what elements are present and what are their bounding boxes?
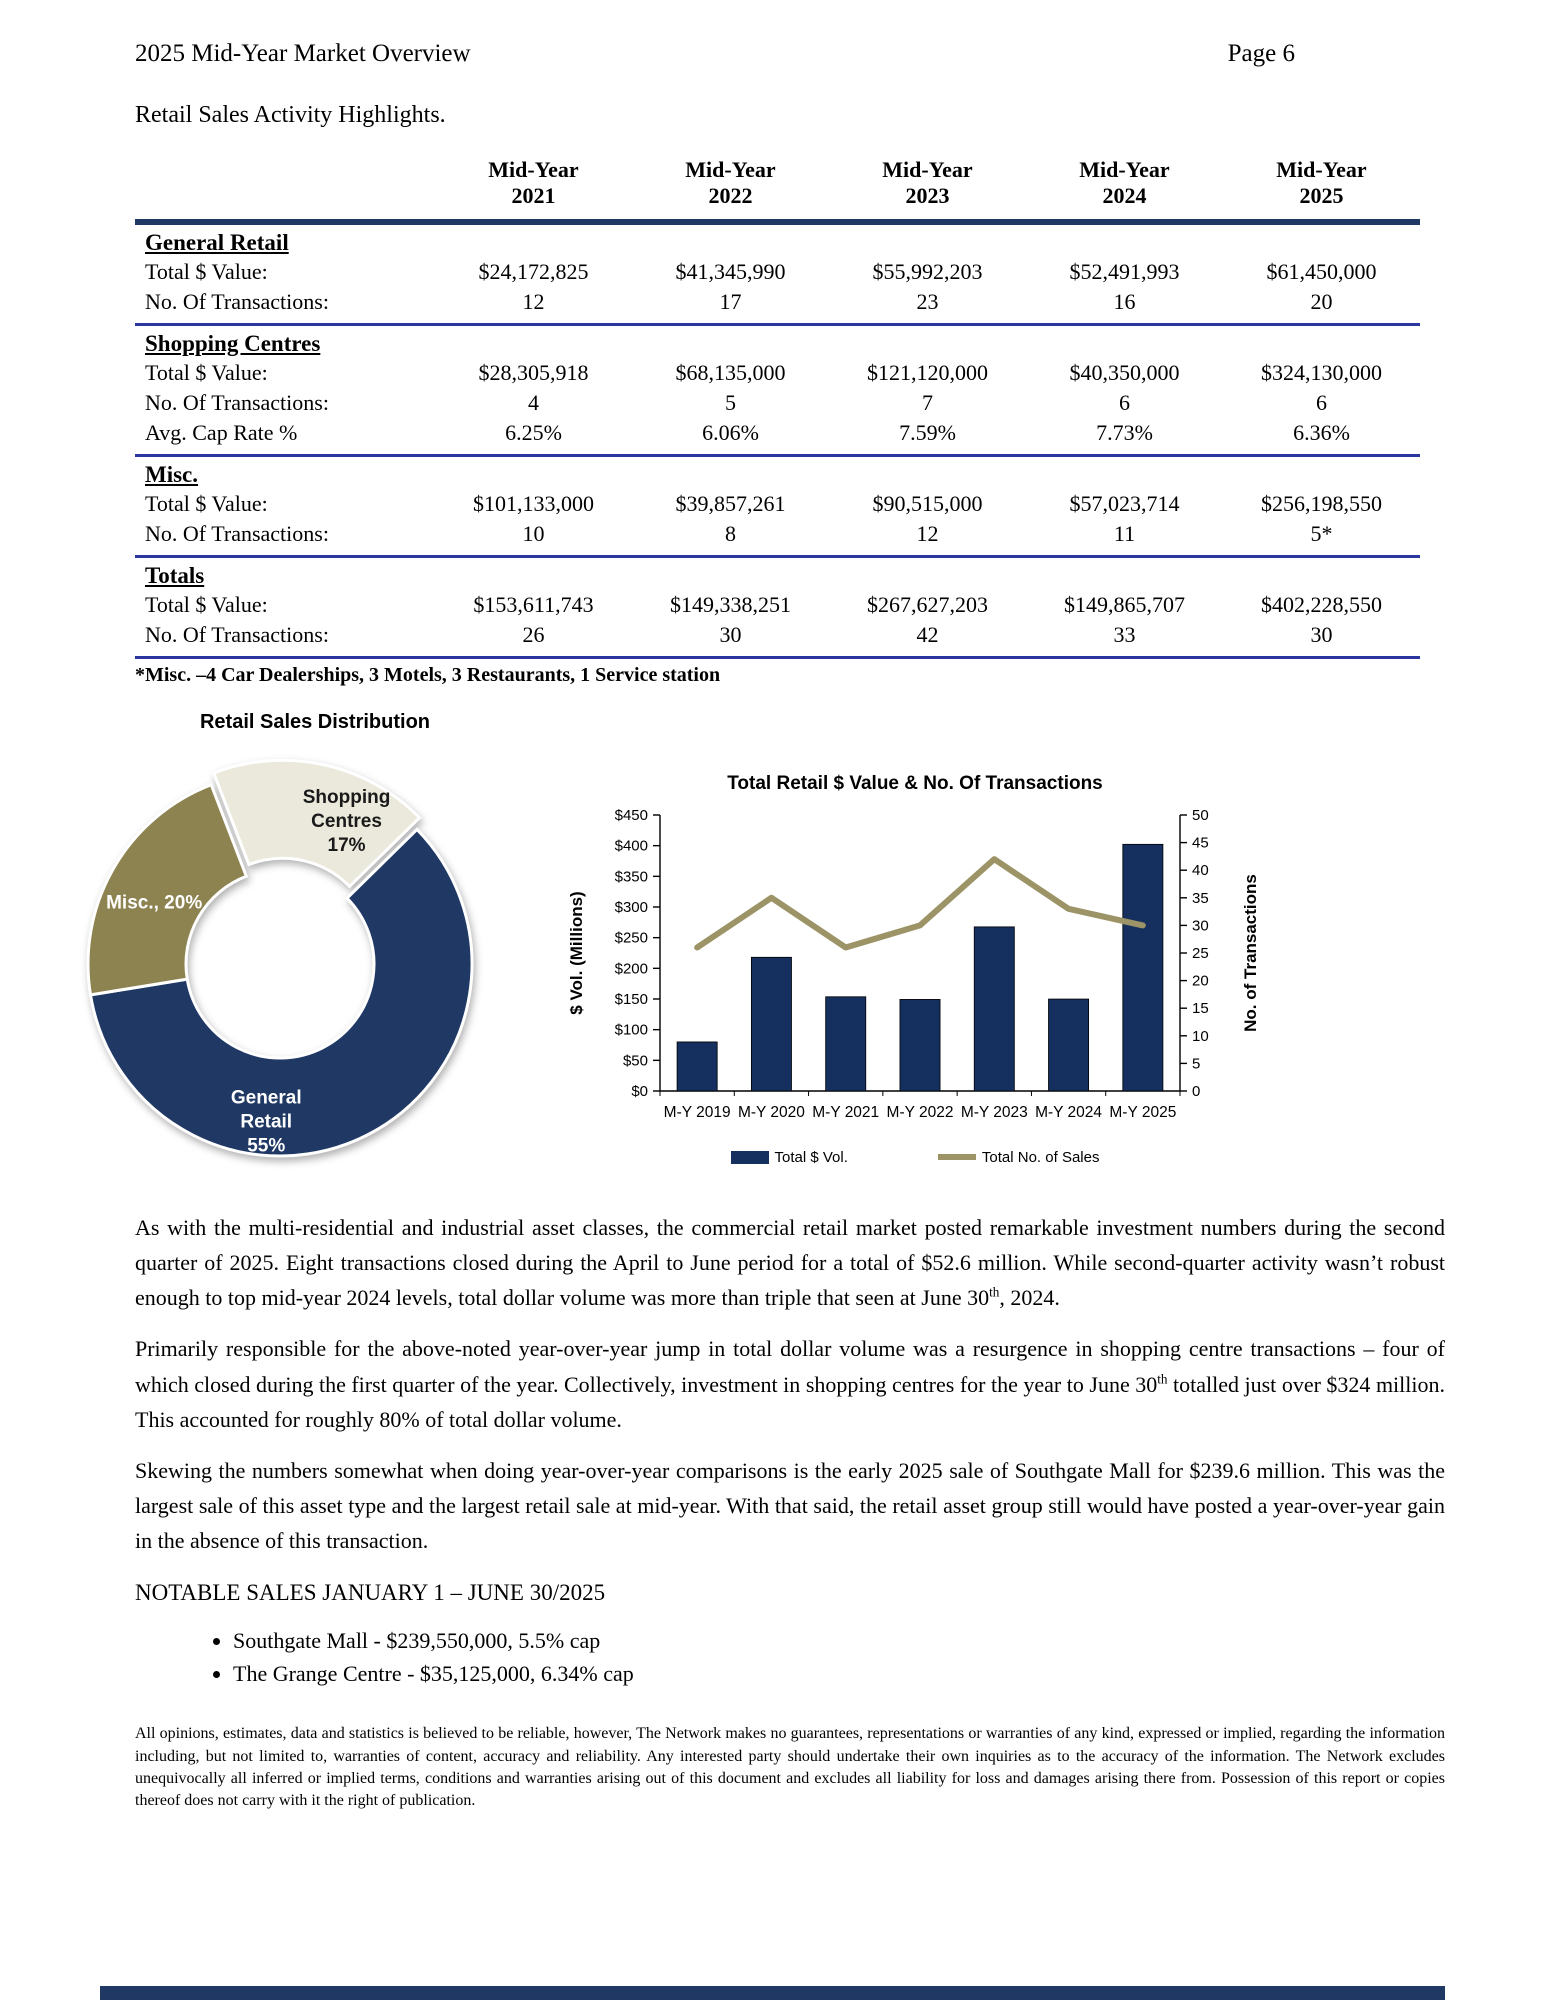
table-cell: 10 — [522, 520, 545, 546]
table-cell: 26 — [522, 621, 545, 647]
left-axis-tick-label: $50 — [622, 1052, 648, 1070]
left-axis-tick-label: $0 — [631, 1082, 648, 1100]
table-cell: 12 — [916, 520, 939, 546]
table-section-totals — [135, 558, 1420, 659]
left-axis-tick-label: $300 — [614, 898, 648, 916]
page-header — [135, 40, 1445, 68]
legend-swatch-total-no-of-sales — [938, 1154, 976, 1160]
table-header-spacer — [135, 155, 435, 219]
column-header-2024 — [1026, 155, 1223, 219]
legend-item-total-vol — [731, 1149, 848, 1166]
table-row — [135, 489, 1420, 519]
table-cell: $24,172,825 — [478, 258, 589, 284]
notable-sale-item: • The Grange Centre - $35,125,000, 6.34% cap — [233, 1661, 1445, 1687]
row-label: Avg. Cap Rate % — [145, 419, 298, 445]
table-cell: $90,515,000 — [872, 490, 983, 516]
table-cell: 16 — [1113, 288, 1136, 314]
pie-label-general-retail: General Retail 55% — [230, 1087, 302, 1157]
table-cell: 7.59% — [899, 419, 956, 445]
table-row — [135, 519, 1420, 549]
bar-m-y-2019 — [677, 1042, 717, 1091]
table-body — [135, 219, 1420, 659]
table-cell: $267,627,203 — [867, 591, 988, 617]
left-axis-tick-label: $250 — [614, 929, 648, 947]
table-section-general-retail — [135, 225, 1420, 326]
table-section-title: Totals — [145, 562, 205, 588]
table-section-title: General Retail — [145, 229, 289, 255]
column-header-year: 2025 — [1299, 183, 1344, 209]
pie-slice-misc — [88, 785, 246, 995]
pie-chart-block — [80, 711, 550, 1184]
table-cell: $324,130,000 — [1261, 359, 1382, 385]
bar-m-y-2025 — [1123, 844, 1163, 1091]
table-cell: 6.06% — [702, 419, 759, 445]
column-header-year: 2021 — [511, 183, 556, 209]
table-cell: $41,345,990 — [675, 258, 786, 284]
body-paragraph: Skewing the numbers somewhat when doing year-over-year comparisons is the early 2025 sale of Southgate Mall for $239.6 million. This was the largest sale of this asset type and the largest retail sale at mid-year. With that said, the retail asset group still would have posted a year-over-year gain in the absence of this transaction. — [135, 1457, 1445, 1554]
disclaimer-text: All opinions, estimates, data and statistics is believed to be reliable, however, The Network makes no guarantees, representations or warranties of any kind, expressed or implied, regarding the information including, but not limited to, warranties of content, accuracy and reliability. Any interested party should undertake their own inquiries as to the accuracy of the information. The Network excludes unequivocally all inferred or implied terms, conditions and warranties arising out of this document and excludes all liability for loss and damages arising there from. Possession of this report or copies thereof does not carry with it the right of publication. — [135, 1725, 1445, 1809]
pie-label-shopping-centres: Shopping Centres 17% — [302, 786, 391, 856]
table-section-shopping-centres — [135, 326, 1420, 457]
notable-sales-heading: NOTABLE SALES JANUARY 1 – JUNE 30/2025 — [135, 1580, 606, 1606]
table-row — [135, 620, 1420, 650]
right-axis-tick-label: 10 — [1192, 1027, 1209, 1045]
table-cell: $28,305,918 — [478, 359, 589, 385]
table-cell: $101,133,000 — [473, 490, 594, 516]
table-cell: $57,023,714 — [1069, 490, 1180, 516]
table-cell: 23 — [916, 288, 939, 314]
column-header-year: 2023 — [905, 183, 950, 209]
x-axis-category-label: M-Y 2020 — [737, 1103, 805, 1121]
table-cell: $55,992,203 — [872, 258, 983, 284]
row-label: Total $ Value: — [145, 359, 268, 385]
table-row — [135, 418, 1420, 448]
table-cell: $68,135,000 — [675, 359, 786, 385]
column-header-word: Mid-Year — [1079, 157, 1170, 182]
table-cell: 5 — [725, 389, 736, 415]
table-cell: 42 — [916, 621, 939, 647]
x-axis-category-label: M-Y 2021 — [812, 1103, 880, 1121]
table-cell: 11 — [1113, 520, 1136, 546]
column-header-word: Mid-Year — [1276, 157, 1367, 182]
row-label: No. Of Transactions: — [145, 520, 329, 546]
table-cell: 6 — [1119, 389, 1130, 415]
column-header-year: 2022 — [708, 183, 753, 209]
table-cell: $52,491,993 — [1069, 258, 1180, 284]
bar-m-y-2023 — [974, 927, 1014, 1091]
footer-bar — [100, 1986, 1445, 2000]
table-cell: $153,611,743 — [473, 591, 594, 617]
table-cell: 30 — [1310, 621, 1333, 647]
table-cell: 7 — [922, 389, 933, 415]
table-cell: $149,338,251 — [670, 591, 791, 617]
notable-sales-list — [135, 1628, 1445, 1687]
table-footnote: *Misc. –4 Car Dealerships, 3 Motels, 3 Restaurants, 1 Service station — [135, 663, 721, 686]
right-axis-tick-label: 50 — [1192, 806, 1209, 824]
row-label: No. Of Transactions: — [145, 621, 329, 647]
right-axis-tick-label: 15 — [1192, 999, 1209, 1017]
right-axis-tick-label: 45 — [1192, 834, 1209, 852]
right-axis-tick-label: 40 — [1192, 861, 1209, 879]
page-number: Page 6 — [1227, 40, 1295, 67]
table-row — [135, 287, 1420, 317]
x-axis-category-label: M-Y 2024 — [1035, 1103, 1103, 1121]
column-header-2023 — [829, 155, 1026, 219]
table-cell: $39,857,261 — [675, 490, 786, 516]
row-label: Total $ Value: — [145, 591, 268, 617]
left-axis-tick-label: $200 — [614, 960, 648, 978]
x-axis-category-label: M-Y 2019 — [663, 1103, 731, 1121]
legend-item-total-no-of-sales — [938, 1149, 1100, 1166]
retail-sales-table — [135, 155, 1420, 659]
table-cell: 4 — [528, 389, 539, 415]
x-axis-category-label: M-Y 2023 — [960, 1103, 1028, 1121]
pie-chart-title: Retail Sales Distribution — [199, 710, 431, 733]
legend-label: Total No. of Sales — [981, 1148, 1100, 1166]
table-cell: 6.36% — [1293, 419, 1350, 445]
table-cell: 6.25% — [505, 419, 562, 445]
table-cell: $40,350,000 — [1069, 359, 1180, 385]
transactions-line — [697, 859, 1143, 947]
table-cell: 12 — [522, 288, 545, 314]
bar-chart-block — [560, 773, 1270, 1184]
table-cell: $402,228,550 — [1261, 591, 1382, 617]
legend-label: Total $ Vol. — [774, 1148, 848, 1166]
bar-m-y-2024 — [1049, 999, 1089, 1091]
column-header-word: Mid-Year — [685, 157, 776, 182]
table-cell: 33 — [1113, 621, 1136, 647]
body-paragraph: As with the multi-residential and industrial asset classes, the commercial retail market posted remarkable investment numbers during the second quarter of 2025. Eight transactions closed during the April to June period for a total of $52.6 million. While second-quarter activity wasn’t robust enough to top mid-year 2024 levels, total dollar volume was more than triple that seen at June 30th, 2024. — [135, 1214, 1445, 1311]
bar-m-y-2020 — [751, 957, 791, 1091]
retail-distribution-donut-chart — [80, 734, 550, 1184]
table-cell: $61,450,000 — [1266, 258, 1377, 284]
right-axis-tick-label: 5 — [1192, 1055, 1201, 1073]
column-header-2025 — [1223, 155, 1420, 219]
table-cell: 8 — [725, 520, 736, 546]
row-label: Total $ Value: — [145, 490, 268, 516]
left-axis-tick-label: $350 — [614, 868, 648, 886]
right-axis-tick-label: 0 — [1192, 1082, 1201, 1100]
column-header-year: 2024 — [1102, 183, 1147, 209]
right-axis-tick-label: 25 — [1192, 944, 1209, 962]
table-cell: 7.73% — [1096, 419, 1153, 445]
row-label: No. Of Transactions: — [145, 288, 329, 314]
table-row — [135, 358, 1420, 388]
table-row — [135, 590, 1420, 620]
table-cell: 20 — [1310, 288, 1333, 314]
left-axis-tick-label: $100 — [614, 1021, 648, 1039]
x-axis-category-label: M-Y 2025 — [1109, 1103, 1177, 1121]
table-section-misc — [135, 457, 1420, 558]
table-header-row — [135, 155, 1420, 219]
table-cell: 17 — [719, 288, 742, 314]
section-intro: Retail Sales Activity Highlights. — [135, 102, 446, 128]
chart-legend — [560, 1149, 1270, 1166]
bar-m-y-2021 — [826, 997, 866, 1091]
notable-sale-item: • Southgate Mall - $239,550,000, 5.5% cap — [233, 1628, 1445, 1654]
table-section-title: Misc. — [145, 461, 199, 487]
charts-row — [80, 711, 1445, 1184]
legend-swatch-total-vol — [731, 1151, 769, 1164]
table-cell: 5* — [1310, 520, 1333, 546]
pie-label-misc: Misc., 20% — [106, 892, 203, 914]
left-axis-tick-label: $400 — [614, 837, 648, 855]
left-axis-title: $ Vol. (Millions) — [567, 891, 586, 1015]
x-axis-category-label: M-Y 2022 — [886, 1103, 954, 1121]
right-axis-tick-label: 30 — [1192, 917, 1209, 935]
column-header-word: Mid-Year — [882, 157, 973, 182]
right-axis-tick-label: 35 — [1192, 889, 1209, 907]
table-cell: $149,865,707 — [1064, 591, 1185, 617]
bar-m-y-2022 — [900, 999, 940, 1091]
table-cell: $256,198,550 — [1261, 490, 1382, 516]
table-cell: 30 — [719, 621, 742, 647]
table-row — [135, 388, 1420, 418]
column-header-2021 — [435, 155, 632, 219]
row-label: No. Of Transactions: — [145, 389, 329, 415]
right-axis-tick-label: 20 — [1192, 972, 1209, 990]
bar-chart-title: Total Retail $ Value & No. Of Transactions — [727, 772, 1103, 794]
body-paragraphs — [135, 1210, 1445, 1559]
table-cell: $121,120,000 — [867, 359, 988, 385]
table-row — [135, 257, 1420, 287]
table-cell: 6 — [1316, 389, 1327, 415]
left-axis-tick-label: $150 — [614, 990, 648, 1008]
column-header-word: Mid-Year — [488, 157, 579, 182]
document-title: 2025 Mid-Year Market Overview — [135, 40, 471, 67]
value-transactions-combo-chart — [560, 795, 1270, 1140]
column-header-2022 — [632, 155, 829, 219]
right-axis-title: No. of Transactions — [1241, 873, 1260, 1032]
body-paragraph: Primarily responsible for the above-noted year-over-year jump in total dollar volume was a resurgence in shopping centre transactions – four of which closed during the first quarter of the year. Collectively, investment in shopping centres for the year to June 30th totalled just over $324 million. This accounted for roughly 80% of total dollar volume. — [135, 1336, 1446, 1432]
left-axis-tick-label: $450 — [614, 806, 648, 824]
row-label: Total $ Value: — [145, 258, 268, 284]
table-section-title: Shopping Centres — [145, 330, 321, 356]
